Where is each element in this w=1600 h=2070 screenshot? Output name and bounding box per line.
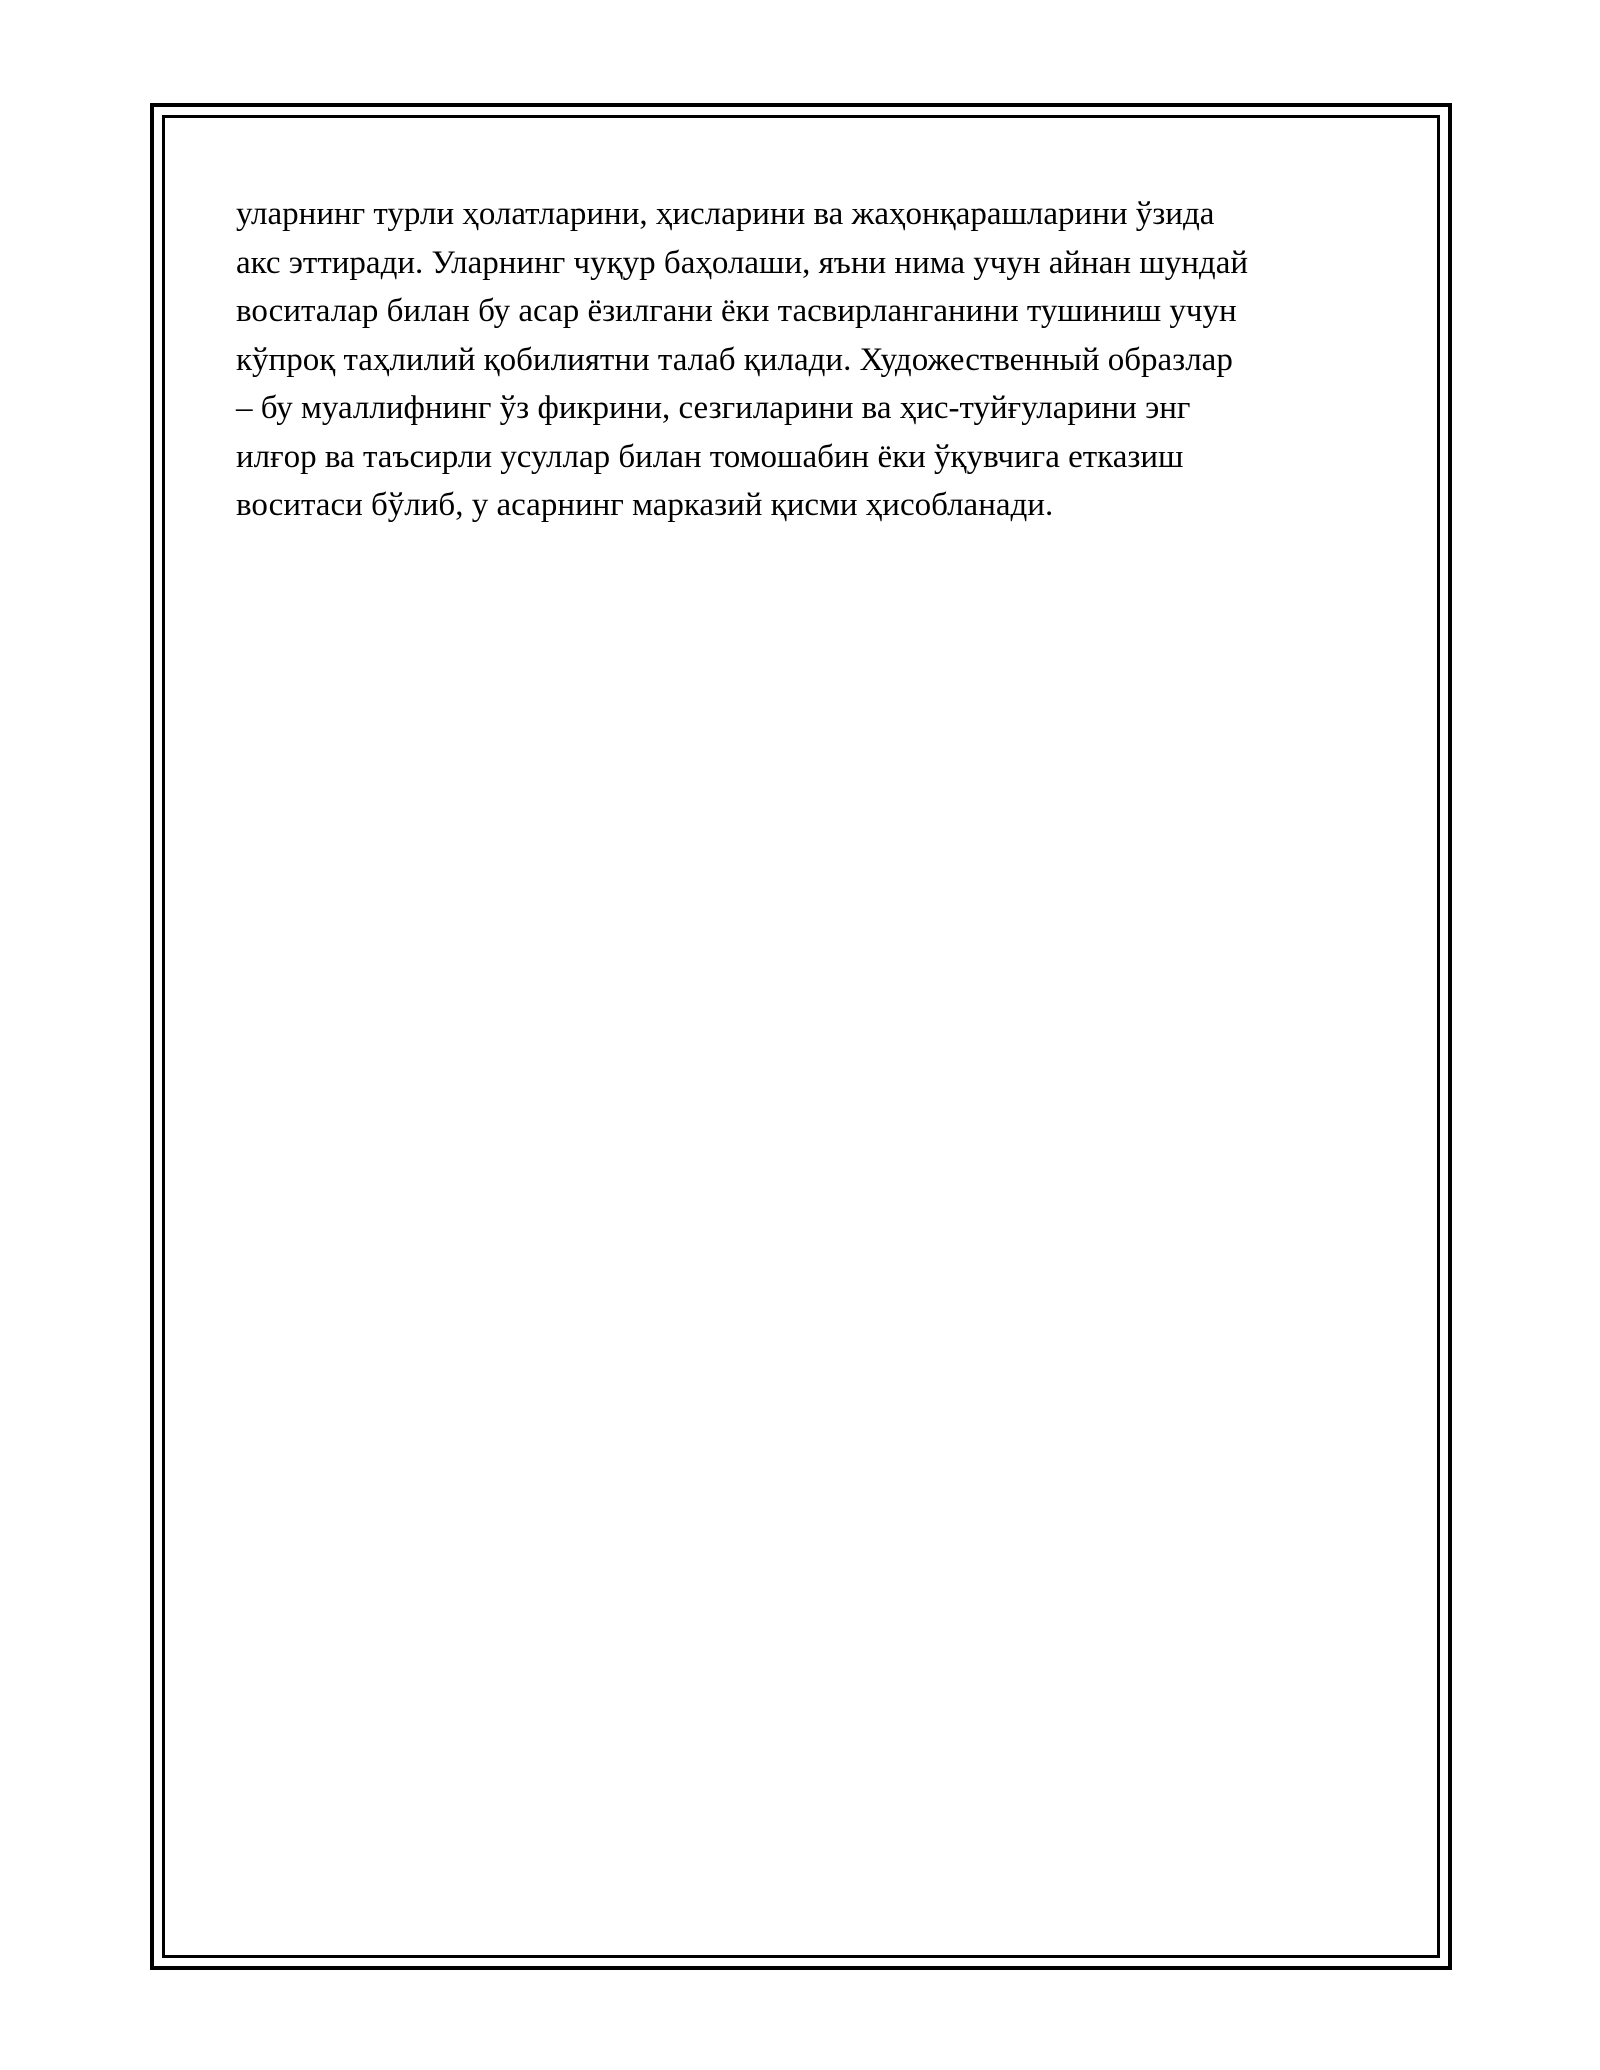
paragraph-line-3: воситалар билан бу асар ёзилгани ёки тасвирланганини тушиниш учун [236, 293, 1237, 329]
paragraph-line-2: акс эттиради. Уларнинг чуқур баҳолаши, яъни нима учун айнан шундай [236, 244, 1248, 281]
body-paragraph [236, 190, 1386, 530]
paragraph-line-6: илғор ва таъсирли усуллар билан томошабин ёки ўқувчига етказиш [236, 438, 1184, 475]
paragraph-line-7: воситаси бўлиб, у асарнинг марказий қисми ҳисобланади. [236, 487, 1054, 523]
paragraph-line-1: уларнинг турли ҳолатларини, ҳисларини ва жаҳонқарашларини ўзида [236, 196, 1215, 232]
paragraph-line-4: кўпроқ таҳлилий қобилиятни талаб қилади. Художественный образлар [236, 341, 1233, 378]
paragraph-line-5: – бу муаллифнинг ўз фикрини, сезгиларини ва ҳис-туйғуларини энг [236, 390, 1191, 426]
